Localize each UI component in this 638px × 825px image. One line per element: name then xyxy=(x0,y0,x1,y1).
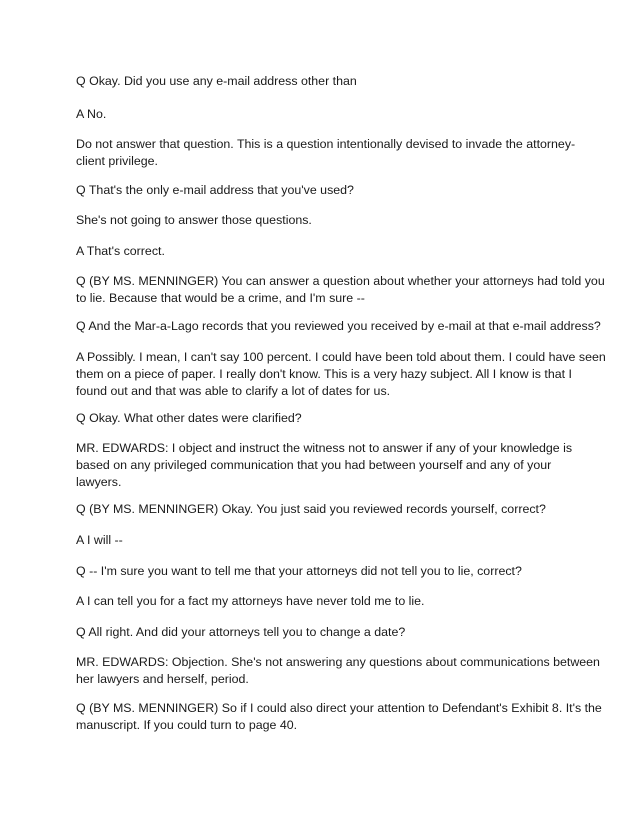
transcript-paragraph xyxy=(76,182,576,199)
transcript-paragraph xyxy=(76,318,601,335)
transcript-line: her lawyers and herself, period. xyxy=(76,672,249,686)
transcript-line: A That's correct. xyxy=(76,244,165,258)
transcript-line: Q Okay. What other dates were clarified? xyxy=(76,411,302,425)
transcript-line: Q (BY MS. MENNINGER) You can answer a question about whether your attorneys had told you xyxy=(76,274,605,288)
transcript-paragraph xyxy=(76,501,576,518)
transcript-line: them on a piece of paper. I really don't know. This is a very hazy subject. All I know is that I xyxy=(76,367,572,381)
transcript-line: MR. EDWARDS: I object and instruct the witness not to answer if any of your knowledge is xyxy=(76,441,573,455)
transcript-line: A Possibly. I mean, I can't say 100 percent. I could have been told about them. I could have seen xyxy=(76,350,606,364)
transcript-line: to lie. Because that would be a crime, and I'm sure -- xyxy=(76,291,365,305)
transcript-line: She's not going to answer those questions. xyxy=(76,213,312,227)
transcript-line: Q That's the only e-mail address that you've used? xyxy=(76,183,354,197)
transcript-line: Q All right. And did your attorneys tell you to change a date? xyxy=(76,625,406,639)
transcript-paragraph xyxy=(76,624,576,641)
transcript-paragraph xyxy=(76,440,576,491)
transcript-paragraph xyxy=(76,563,576,580)
transcript-paragraph xyxy=(76,593,576,610)
transcript-line: Do not answer that question. This is a question intentionally devised to invade the attorney- xyxy=(76,137,576,151)
transcript-line: found out and that was able to clarify a lot of dates for us. xyxy=(76,384,391,398)
transcript-paragraph xyxy=(76,106,576,123)
transcript-paragraph xyxy=(76,349,606,400)
transcript-line: Q -- I'm sure you want to tell me that your attorneys did not tell you to lie, correct? xyxy=(76,564,522,578)
transcript-paragraph xyxy=(76,410,576,427)
transcript-line: manuscript. If you could turn to page 40. xyxy=(76,718,298,732)
transcript-paragraph xyxy=(76,273,605,307)
transcript-paragraph xyxy=(76,700,602,734)
transcript-line: A I can tell you for a fact my attorneys have never told me to lie. xyxy=(76,594,425,608)
transcript-line: A I will -- xyxy=(76,533,123,547)
transcript-paragraph xyxy=(76,136,576,170)
transcript-paragraph xyxy=(76,73,576,90)
transcript-line: Q And the Mar-a-Lago records that you reviewed you received by e-mail at that e-mail address? xyxy=(76,319,601,333)
transcript-line: Q (BY MS. MENNINGER) Okay. You just said you reviewed records yourself, correct? xyxy=(76,502,546,516)
transcript-paragraph xyxy=(76,243,576,260)
transcript-line: Q Okay. Did you use any e-mail address other than xyxy=(76,74,357,88)
transcript-line: Q (BY MS. MENNINGER) So if I could also direct your attention to Defendant's Exhibit 8. It's the xyxy=(76,701,602,715)
transcript-paragraph xyxy=(76,212,576,229)
transcript-line: client privilege. xyxy=(76,154,158,168)
transcript-line: based on any privileged communication that you had between yourself and any of your xyxy=(76,458,552,472)
transcript-paragraph xyxy=(76,654,600,688)
transcript-paragraph xyxy=(76,532,576,549)
transcript-line: A No. xyxy=(76,107,107,121)
transcript-line: lawyers. xyxy=(76,475,122,489)
transcript-line: MR. EDWARDS: Objection. She's not answering any questions about communications between xyxy=(76,655,600,669)
